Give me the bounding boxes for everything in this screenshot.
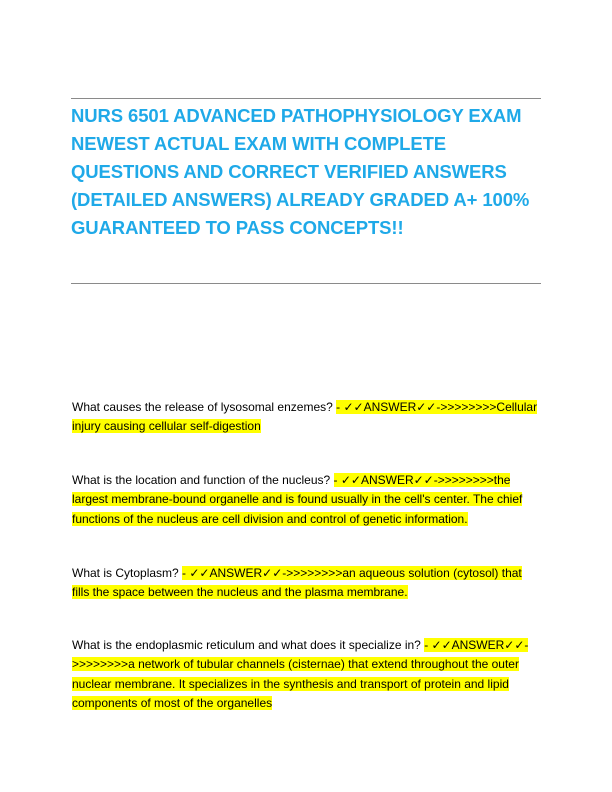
question-text: What is Cytoplasm? bbox=[72, 566, 183, 580]
qa-item bbox=[72, 564, 542, 603]
answer-text: - ✓✓ANSWER✓✓->>>>>>>>Cellular injury causing cellular self-digestion bbox=[72, 400, 538, 434]
document-title: NURS 6501 ADVANCED PATHOPHYSIOLOGY EXAM NEWEST ACTUAL EXAM WITH COMPLETE QUESTIONS AND CORRECT VERIFIED ANSWERS (DETAILED ANSWERS) ALREADY GRADED A+ 100% GUARANTEED TO PASS CONCEPTS!! bbox=[71, 105, 530, 238]
top-divider bbox=[71, 98, 541, 99]
answer-text: - ✓✓ANSWER✓✓->>>>>>>>the largest membrane-bound organelle and is found usually in the cell's center. The chief functions of the nucleus are cell division and control of genetic information. bbox=[72, 473, 523, 526]
question-text: What is the location and function of the nucleus? bbox=[72, 473, 334, 487]
answer-text: - ✓✓ANSWER✓✓->>>>>>>>an aqueous solution (cytosol) that fills the space between the nucleus and the plasma membrane. bbox=[72, 566, 522, 600]
qa-item bbox=[72, 398, 542, 437]
answer-text: - ✓✓ANSWER✓✓->>>>>>>>a network of tubular channels (cisternae) that extend throughout the outer nuclear membrane. It specializes in the synthesis and transport of protein and lipid components of most of the organelles bbox=[72, 638, 529, 710]
qa-item bbox=[72, 636, 542, 713]
question-text: What is the endoplasmic reticulum and what does it specialize in? bbox=[72, 638, 425, 652]
qa-item bbox=[72, 471, 542, 529]
question-text: What causes the release of lysosomal enzemes? bbox=[72, 400, 337, 414]
bottom-divider bbox=[71, 283, 541, 284]
